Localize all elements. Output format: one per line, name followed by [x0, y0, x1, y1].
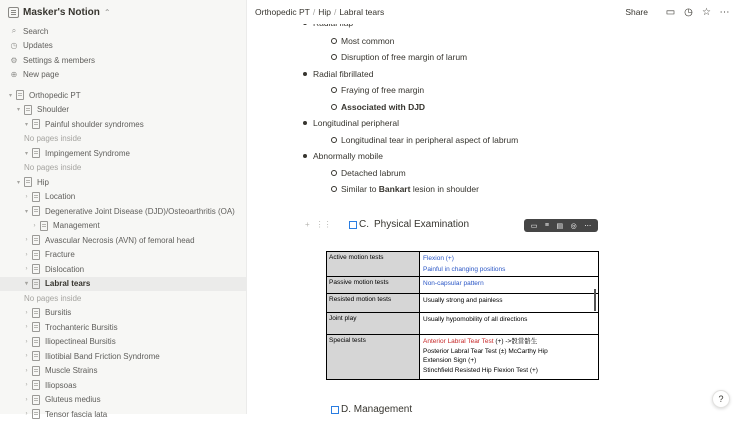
- workspace-switcher[interactable]: [0, 0, 246, 24]
- link-icon[interactable]: ◎: [570, 222, 577, 230]
- sidebar-nav: [0, 24, 246, 82]
- bullet-text: Abnormally mobile: [313, 151, 383, 161]
- page-icon: [32, 279, 40, 289]
- sidebar-item[interactable]: [0, 335, 246, 350]
- cell-line: Flexion (+): [423, 255, 454, 262]
- sidebar-item-label: No pages inside: [24, 293, 82, 303]
- sidebar-item-label: Iliopsoas: [45, 380, 77, 390]
- sidebar-item-label: No pages inside: [24, 163, 82, 173]
- sidebar-item[interactable]: [0, 349, 246, 364]
- sub-bullet-item: [341, 184, 479, 194]
- block-handles: [305, 220, 338, 229]
- table-row: [327, 252, 598, 277]
- sidebar-item-label: Iliotibial Band Friction Syndrome: [45, 351, 160, 361]
- bullet-text: Associated with DJD: [341, 102, 426, 112]
- sidebar-item-label: Hip: [37, 177, 50, 187]
- breadcrumb: [255, 7, 384, 17]
- table-cell-value: [421, 313, 598, 334]
- cell-line: Extension Sign (+): [423, 357, 477, 364]
- page-icon: [32, 308, 40, 318]
- bullet-text: Longitudinal tear in peripheral aspect of labrum: [341, 135, 519, 145]
- table-cell-label: Resisted motion tests: [327, 294, 420, 312]
- bullet-text: Detached labrum: [341, 168, 406, 178]
- empty-placeholder: [0, 161, 246, 176]
- topbar-actions: [625, 0, 730, 24]
- cell-line: Posterior Labral Tear Test (±) McCarthy Hip: [423, 347, 548, 355]
- bullet-text: Disruption of free margin of larum: [341, 52, 468, 62]
- breadcrumb-separator: /: [312, 7, 316, 17]
- sidebar-item-label: Avascular Necrosis (AVN) of femoral head: [45, 235, 195, 245]
- bullet-text: Most common: [341, 36, 395, 46]
- chevron-down-icon[interactable]: ▾: [8, 92, 12, 99]
- sidebar-item[interactable]: [0, 378, 246, 393]
- page-icon: [24, 177, 32, 187]
- page-icon: [32, 409, 40, 419]
- sidebar-item-label: Tensor fascia lata: [45, 409, 108, 419]
- page-icon: [24, 105, 32, 115]
- bullet-text: Radial fibrillated: [313, 69, 374, 79]
- nav-item-label: Updates: [23, 41, 53, 51]
- chevron-right-icon[interactable]: ›: [25, 266, 28, 273]
- chevron-right-icon[interactable]: ›: [33, 222, 36, 229]
- clock-icon: ◷: [10, 41, 18, 51]
- chevron-right-icon[interactable]: ›: [25, 367, 28, 374]
- share-button[interactable]: Share: [625, 7, 648, 17]
- sidebar-item-label: Location: [45, 192, 76, 202]
- sidebar-item-label: Muscle Strains: [45, 366, 98, 376]
- cell-line: Stinchfield Resisted Hip Flexion Test (+): [423, 366, 538, 374]
- sidebar-item-label: Degenerative Joint Disease (DJD)/Osteoarthritis (OA): [45, 206, 235, 216]
- more-icon[interactable]: ⋯: [719, 6, 730, 18]
- cell-text-red: Anterior Labral Tear Test: [423, 338, 494, 345]
- sidebar-item[interactable]: [0, 320, 246, 335]
- page-icon: [40, 221, 48, 231]
- page-icon: [32, 192, 40, 202]
- sub-bullet-item: [341, 36, 394, 46]
- sub-bullet-item: [341, 52, 467, 62]
- nav-item-label: Search: [23, 26, 49, 36]
- image-toolbar: [524, 219, 598, 232]
- table-cell-value: [421, 277, 598, 293]
- chevron-right-icon[interactable]: ›: [25, 353, 28, 360]
- help-button[interactable]: ?: [712, 390, 730, 408]
- nav-item-label: New page: [23, 70, 60, 80]
- chevron-right-icon[interactable]: ›: [25, 382, 28, 389]
- table-cell-label: Passive motion tests: [327, 277, 420, 293]
- table-cell-label: Special tests: [327, 335, 420, 379]
- sidebar-item[interactable]: [0, 248, 246, 263]
- caption-icon[interactable]: ▤: [556, 222, 564, 230]
- table-cell-value: [421, 252, 598, 276]
- sidebar-item[interactable]: [0, 190, 246, 205]
- table-cell-label: Joint play: [327, 313, 420, 334]
- table-cell-label: Active motion tests: [327, 252, 420, 276]
- page-icon: [32, 380, 40, 390]
- cell-text: (+) ->骰當骼生: [493, 338, 538, 345]
- chevron-right-icon[interactable]: ›: [25, 396, 28, 403]
- gear-icon: ⚙: [10, 55, 18, 65]
- chevron-down-icon[interactable]: ▾: [24, 281, 28, 288]
- drag-handle-icon[interactable]: ⋮⋮: [315, 220, 332, 229]
- page-icon: [32, 264, 40, 274]
- sidebar-item[interactable]: [0, 233, 246, 248]
- sidebar-item[interactable]: [0, 393, 246, 408]
- sidebar-item[interactable]: [0, 407, 246, 422]
- sidebar-item[interactable]: [0, 277, 246, 292]
- sidebar: [0, 0, 247, 419]
- checkbox-square-icon: [331, 406, 339, 414]
- table-row: [327, 277, 598, 294]
- sidebar-item-label: Iliopectineal Bursitis: [45, 337, 116, 347]
- sub-bullet-item: [341, 102, 425, 112]
- plus-circle-icon: ⊕: [10, 70, 18, 80]
- sub-bullet-item: [341, 168, 406, 178]
- nav-item-new-page[interactable]: [0, 68, 246, 83]
- bullet-item: [313, 118, 399, 128]
- sidebar-item-label: Trochanteric Bursitis: [45, 322, 118, 332]
- page-icon: [32, 235, 40, 245]
- history-icon[interactable]: ◷: [684, 6, 693, 18]
- page-icon: [32, 250, 40, 260]
- sidebar-item[interactable]: [0, 262, 246, 277]
- empty-placeholder: [0, 291, 246, 306]
- page-icon: [32, 337, 40, 347]
- chevron-down-icon[interactable]: ▾: [24, 121, 28, 128]
- chevron-down-icon[interactable]: ▾: [24, 150, 28, 157]
- sidebar-item-label: Painful shoulder syndromes: [45, 119, 144, 129]
- bullet-item: [313, 151, 383, 161]
- comment-icon[interactable]: ▭: [665, 6, 676, 18]
- workspace-name: Masker's Notion: [23, 6, 100, 18]
- heading-management: [331, 404, 412, 415]
- sidebar-item-label: Fracture: [45, 250, 75, 260]
- cell-line: Painful in changing positions: [423, 265, 506, 273]
- table-row: [327, 294, 598, 313]
- breadcrumb-separator: /: [333, 7, 337, 17]
- cell-line: Usually strong and painless: [423, 297, 503, 304]
- nav-item-updates[interactable]: [0, 39, 246, 54]
- page-icon: [32, 206, 40, 216]
- sidebar-item[interactable]: [0, 219, 246, 234]
- sidebar-item[interactable]: [0, 103, 246, 118]
- topbar: [247, 0, 740, 24]
- add-block-icon[interactable]: +: [305, 220, 310, 229]
- chevron-right-icon[interactable]: ›: [25, 309, 28, 316]
- chevron-right-icon[interactable]: ›: [25, 193, 28, 200]
- star-icon[interactable]: ☆: [702, 6, 711, 18]
- image-resize-handle[interactable]: [594, 289, 596, 311]
- sidebar-item[interactable]: [0, 88, 246, 103]
- page-icon: [32, 351, 40, 361]
- chevron-right-icon[interactable]: ›: [25, 411, 28, 418]
- sidebar-item-label: Shoulder: [37, 105, 70, 115]
- chevron-down-icon[interactable]: ▾: [16, 107, 20, 114]
- page-icon: [16, 90, 24, 100]
- workspace-icon: [8, 7, 19, 18]
- bullet-item: [313, 69, 373, 79]
- page-icon: [32, 322, 40, 332]
- breadcrumb-item-hip[interactable]: Hip: [318, 7, 331, 17]
- sidebar-item-label: Impingement Syndrome: [45, 148, 130, 158]
- chevron-right-icon[interactable]: ›: [25, 237, 28, 244]
- cell-line: Non-capsular pattern: [423, 280, 484, 287]
- chevron-right-icon[interactable]: ›: [25, 251, 28, 258]
- heading-text: Physical Examination: [374, 219, 470, 230]
- sidebar-item-label: Dislocation: [45, 264, 85, 274]
- align-icon[interactable]: ≡: [544, 222, 549, 229]
- sidebar-item-label: Gluteus medius: [45, 395, 101, 405]
- sub-bullet-item: [341, 135, 518, 145]
- nav-item-search[interactable]: [0, 24, 246, 39]
- search-icon: ⌕: [11, 26, 17, 36]
- sidebar-item[interactable]: [0, 175, 246, 190]
- table-row: [327, 335, 598, 379]
- sidebar-item[interactable]: [0, 204, 246, 219]
- sidebar-item[interactable]: [0, 306, 246, 321]
- breadcrumb-item-labral-tears[interactable]: Labral tears: [339, 7, 385, 17]
- cell-line: Usually hypomobility of all directions: [423, 316, 528, 323]
- checkbox-square-icon: [349, 221, 357, 229]
- table-row: [327, 313, 598, 335]
- sidebar-item-label: No pages inside: [24, 134, 82, 144]
- cell-line: [423, 337, 596, 347]
- comment-icon[interactable]: ▭: [530, 222, 538, 230]
- heading-physical-examination: [349, 219, 469, 230]
- bullet-text: Longitudinal peripheral: [313, 118, 400, 128]
- bullet-text: Fraying of free margin: [341, 85, 425, 95]
- nav-item-label: Settings & members: [23, 55, 96, 65]
- chevron-updown-icon: ⌃: [103, 7, 111, 17]
- page-icon: [32, 395, 40, 405]
- sidebar-item-label: Bursitis: [45, 308, 72, 318]
- exam-table-image: [326, 251, 599, 380]
- bullet-text: lesion in shoulder: [410, 184, 479, 194]
- empty-placeholder: [0, 132, 246, 147]
- sidebar-item[interactable]: [0, 146, 246, 161]
- sidebar-item-label: Management: [53, 221, 100, 231]
- page-tree: [0, 88, 246, 422]
- sidebar-item[interactable]: [0, 364, 246, 379]
- chevron-right-icon[interactable]: ›: [25, 324, 28, 331]
- sub-bullet-item: [341, 85, 424, 95]
- page-icon: [32, 366, 40, 376]
- main-area: [247, 0, 740, 414]
- chevron-down-icon[interactable]: ▾: [16, 179, 20, 186]
- breadcrumb-item-orthopedic-pt[interactable]: Orthopedic PT: [255, 7, 310, 17]
- sidebar-item-label: Orthopedic PT: [29, 90, 81, 100]
- more-icon[interactable]: ⋯: [584, 222, 592, 230]
- sidebar-item[interactable]: [0, 117, 246, 132]
- page-icon: [32, 119, 40, 129]
- bullet-text-bold: Bankart: [378, 184, 411, 194]
- table-cell-value: [421, 294, 598, 312]
- heading-text: D. Management: [341, 404, 413, 415]
- heading-label: C.: [359, 219, 369, 230]
- table-cell-value: [421, 335, 598, 379]
- bullet-text: Similar to: [341, 184, 379, 194]
- page-icon: [32, 148, 40, 158]
- chevron-down-icon[interactable]: ▾: [24, 208, 28, 215]
- nav-item-settings-members[interactable]: [0, 53, 246, 68]
- chevron-right-icon[interactable]: ›: [25, 338, 28, 345]
- sidebar-item-label: Labral tears: [45, 279, 91, 289]
